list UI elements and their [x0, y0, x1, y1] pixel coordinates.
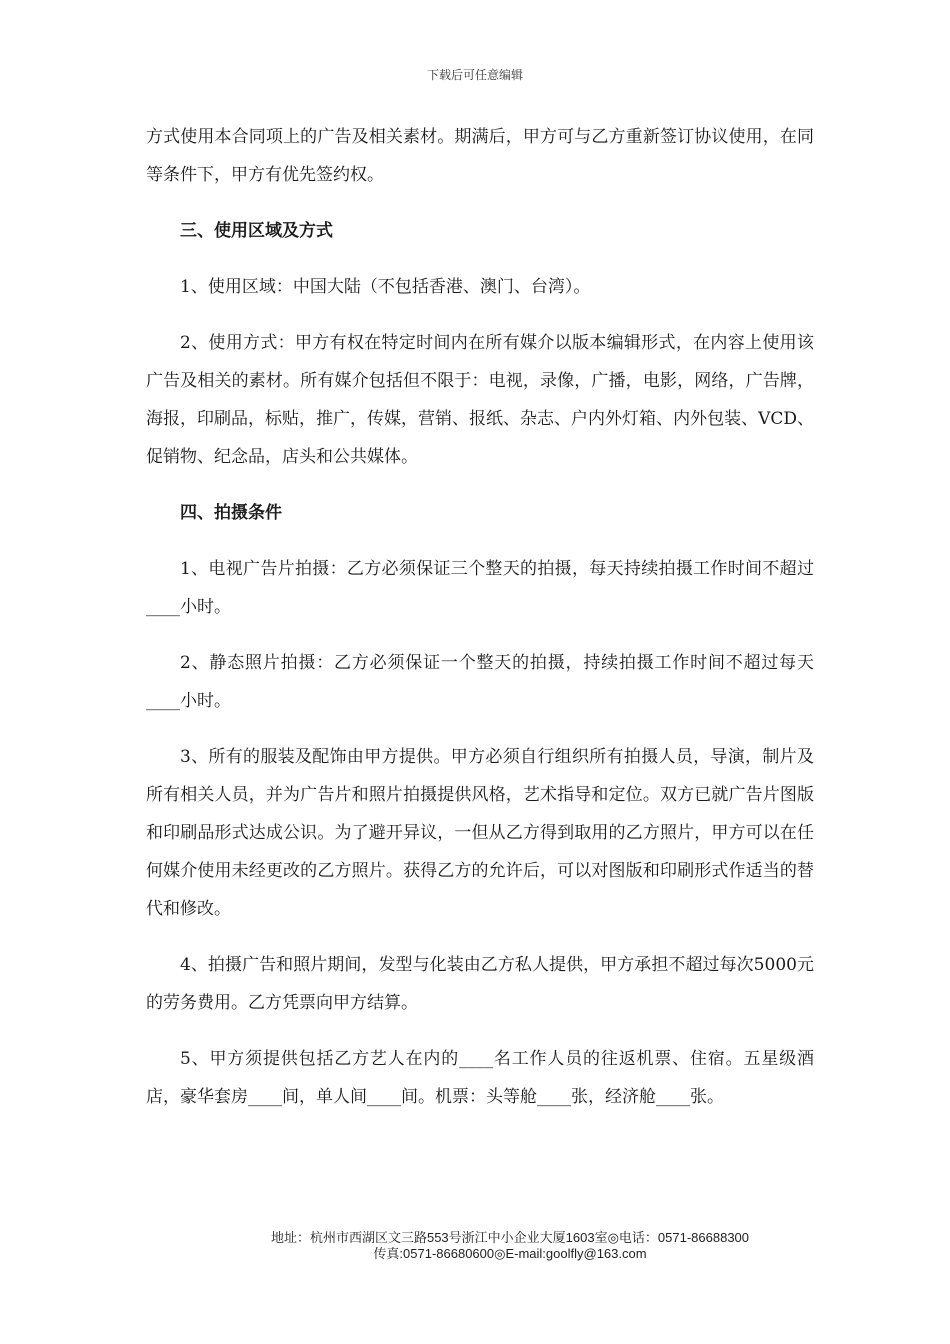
footer-address-line: 地址：杭州市西湖区文三路553号浙江中小企业大厦1603室◎电话：0571-86688300: [270, 1230, 750, 1245]
clause-4-5: 5、甲方须提供包括乙方艺人在内的____名工作人员的往返机票、住宿。五星级酒店，豪华套房____间，单人间____间。机票：头等舱____张，经济舱____张。: [146, 1049, 814, 1107]
section-heading-3: 三、使用区域及方式: [180, 221, 333, 241]
section-heading-4: 四、拍摄条件: [180, 503, 282, 523]
footer-contact-line: 传真:0571-86680600◎E-mail:goolfly@163.com: [373, 1246, 647, 1261]
clause-4-4: 4、拍摄广告和照片期间，发型与化装由乙方私人提供，甲方承担不超过每次5000元的劳务费用。乙方凭票向甲方结算。: [146, 955, 814, 1013]
document-body: [146, 118, 814, 1116]
clause-3-2: 2、使用方式：甲方有权在特定时间内在所有媒介以版本编辑形式，在内容上使用该广告及相关的素材。所有媒介包括但不限于：电视，录像，广播，电影，网络，广告牌，海报，印刷品，标贴，推广，传媒，营销、报纸、杂志、户内外灯箱、内外包装、VCD、促销物、纪念品，店头和公共媒体。: [146, 333, 814, 467]
page-footer: [0, 1230, 950, 1262]
clause-4-2: 2、静态照片拍摄：乙方必须保证一个整天的拍摄，持续拍摄工作时间不超过每天____小时。: [146, 653, 814, 711]
clause-4-3: 3、所有的服装及配饰由甲方提供。甲方必须自行组织所有拍摄人员，导演，制片及所有相关人员，并为广告片和照片拍摄提供风格，艺术指导和定位。双方已就广告片图版和印刷品形式达成公识。为了避开异议，一但从乙方得到取用的乙方照片，甲方可以在任何媒介使用未经更改的乙方照片。获得乙方的允许后，可以对图版和印刷形式作适当的替代和修改。: [146, 747, 814, 919]
clause-3-1: 1、使用区域：中国大陆（不包括香港、澳门、台湾）。: [180, 277, 591, 297]
page-header-note: 下载后可任意编辑: [426, 68, 523, 82]
paragraph-continuation: 方式使用本合同项上的广告及相关素材。期满后，甲方可与乙方重新签订协议使用，在同等条件下，甲方有优先签约权。: [146, 127, 814, 185]
clause-4-1: 1、电视广告片拍摄：乙方必须保证三个整天的拍摄，每天持续拍摄工作时间不超过____小时。: [146, 559, 814, 617]
